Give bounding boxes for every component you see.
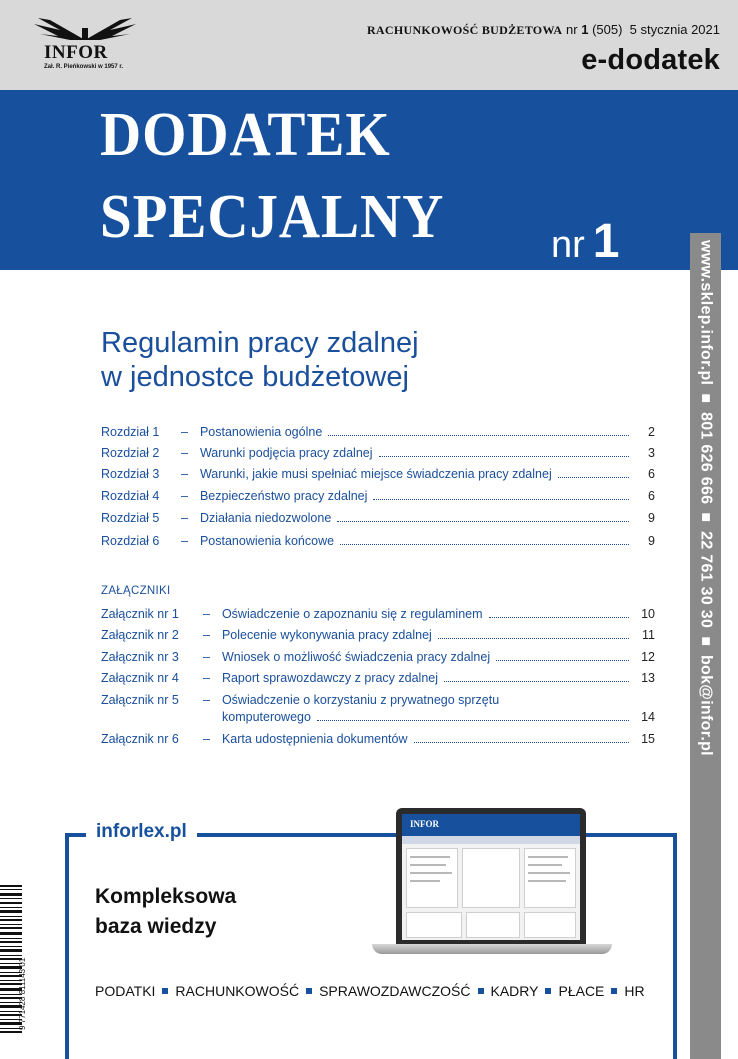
issue-number: 1 bbox=[581, 22, 589, 37]
laptop-screen-content bbox=[402, 814, 580, 940]
chapter-title: Warunki, jakie musi spełniać miejsce świadczenia pracy zdalnej bbox=[199, 467, 552, 481]
toc-row[interactable]: Rozdział 5 – Działania niedozwolone 9 bbox=[101, 511, 655, 525]
top-header bbox=[0, 0, 738, 90]
banner-title-line2: SPECJALNY bbox=[100, 183, 445, 251]
screen-header bbox=[402, 814, 580, 836]
toc-row[interactable]: Załącznik nr 4 – Raport sprawozdawczy z pracy zdalnej 13 bbox=[101, 671, 655, 685]
toc-row[interactable]: Załącznik nr 3 – Wniosek o możliwość świadczenia pracy zdalnej 12 bbox=[101, 650, 655, 664]
logo-founded: Zał. R. Pieńkowski w 1957 r. bbox=[44, 64, 124, 70]
screen-logo: INFOR bbox=[410, 819, 439, 829]
chapter-label: Rozdział 6 bbox=[101, 534, 160, 548]
bullet-square-icon bbox=[162, 988, 168, 994]
attachments-heading: ZAŁĄCZNIKI bbox=[101, 585, 171, 597]
attachment-label: Załącznik nr 3 bbox=[101, 650, 179, 664]
chapter-page: 6 bbox=[648, 467, 655, 481]
dot-leader bbox=[328, 426, 629, 436]
attachment-page: 13 bbox=[641, 671, 655, 685]
issue-nr-prefix: nr bbox=[566, 22, 578, 37]
dot-leader bbox=[337, 512, 629, 522]
chapter-title: Warunki podjęcia pracy zdalnej bbox=[199, 446, 373, 460]
toc-row[interactable]: Rozdział 1 – Postanowienia ogólne 2 bbox=[101, 425, 655, 439]
edition-label: e-dodatek bbox=[581, 44, 720, 76]
screen-block bbox=[524, 912, 576, 938]
attachment-label: Załącznik nr 1 bbox=[101, 607, 179, 621]
bullet-square-icon bbox=[478, 988, 484, 994]
issue-date: 5 stycznia 2021 bbox=[629, 22, 720, 37]
screen-line bbox=[528, 856, 568, 858]
banner-title-line1: DODATEK bbox=[100, 101, 391, 169]
issue-info bbox=[367, 22, 720, 38]
screen-line bbox=[410, 880, 440, 882]
screen-block bbox=[466, 912, 520, 938]
attachment-title-cont: komputerowego bbox=[222, 710, 311, 724]
bullet-square-icon bbox=[611, 988, 617, 994]
attachment-page: 11 bbox=[642, 628, 655, 642]
screen-block bbox=[462, 848, 520, 908]
toc-row[interactable]: Rozdział 4 – Bezpieczeństwo pracy zdalnej 6 bbox=[101, 489, 655, 503]
dot-leader bbox=[414, 733, 630, 743]
dot-leader bbox=[379, 447, 630, 457]
dot-leader bbox=[444, 672, 629, 682]
promo-headline-line2: baza wiedzy bbox=[95, 915, 217, 938]
chapter-label: Rozdział 4 bbox=[101, 489, 160, 503]
banner-nr-prefix: nr bbox=[551, 224, 585, 266]
chapter-page: 9 bbox=[648, 511, 655, 525]
laptop-base bbox=[372, 944, 612, 954]
chapter-title: Postanowienia ogólne bbox=[199, 425, 323, 439]
promo-site-link[interactable]: inforlex.pl bbox=[86, 821, 197, 843]
document-title-line1: Regulamin pracy zdalnej bbox=[101, 327, 419, 359]
toc-row[interactable]: Załącznik nr 1 – Oświadczenie o zapoznaniu się z regulaminem 10 bbox=[101, 607, 655, 621]
attachment-title: Polecenie wykonywania pracy zdalnej bbox=[221, 628, 432, 642]
dot-leader bbox=[438, 629, 629, 639]
attachment-label: Załącznik nr 5 bbox=[101, 693, 179, 707]
chapter-page: 9 bbox=[648, 534, 655, 548]
screen-block bbox=[406, 912, 462, 938]
screen-line bbox=[410, 864, 446, 866]
bullet-square-icon bbox=[306, 988, 312, 994]
promo-categories bbox=[95, 983, 652, 999]
attachment-page: 15 bbox=[641, 732, 655, 746]
category-item: KADRY bbox=[490, 983, 539, 999]
attachment-title: Oświadczenie o korzystaniu z prywatnego sprzętu bbox=[221, 693, 500, 707]
screen-line bbox=[528, 864, 562, 866]
chapter-title: Postanowienia końcowe bbox=[199, 534, 335, 548]
infor-logo bbox=[30, 14, 160, 74]
attachment-page: 12 bbox=[641, 650, 655, 664]
chapter-page: 6 bbox=[648, 489, 655, 503]
bullet-square-icon bbox=[545, 988, 551, 994]
dot-leader bbox=[558, 468, 629, 478]
toc-row[interactable]: Załącznik nr 5 – Oświadczenie o korzystaniu z prywatnego sprzętu bbox=[101, 693, 500, 707]
title-banner bbox=[0, 90, 738, 270]
screen-nav bbox=[402, 836, 580, 844]
toc-row[interactable]: Rozdział 2 – Warunki podjęcia pracy zdalnej 3 bbox=[101, 446, 655, 460]
side-contact-info: www.sklep.infor.pl ■ 801 626 666 ■ 22 761 30 30 ■ bok@infor.pl bbox=[697, 240, 715, 756]
chapter-label: Rozdział 3 bbox=[101, 467, 160, 481]
screen-line bbox=[410, 856, 450, 858]
document-title-line2: w jednostce budżetowej bbox=[101, 361, 409, 393]
document-title bbox=[101, 326, 419, 394]
chapter-title: Działania niedozwolone bbox=[199, 511, 332, 525]
chapter-page: 3 bbox=[648, 446, 655, 460]
banner-issue-number bbox=[551, 214, 620, 269]
toc-row[interactable]: Rozdział 6 – Postanowienia końcowe 9 bbox=[101, 534, 655, 548]
toc-row-continuation[interactable] bbox=[101, 710, 655, 728]
barcode-number: 9 771428 811143 01 bbox=[18, 957, 27, 1030]
category-item: HR bbox=[624, 983, 645, 999]
logo-brand: INFOR bbox=[44, 42, 108, 63]
dot-leader bbox=[317, 711, 629, 721]
chapter-label: Rozdział 1 bbox=[101, 425, 160, 439]
dot-leader bbox=[496, 651, 629, 661]
dot-leader bbox=[489, 608, 629, 618]
attachment-label: Załącznik nr 4 bbox=[101, 671, 179, 685]
chapter-label: Rozdział 2 bbox=[101, 446, 160, 460]
dot-leader bbox=[373, 490, 629, 500]
attachment-label: Załącznik nr 6 bbox=[101, 732, 179, 746]
screen-line bbox=[410, 872, 452, 874]
toc-row[interactable]: Załącznik nr 2 – Polecenie wykonywania pracy zdalnej 11 bbox=[101, 628, 655, 642]
toc-row[interactable]: Rozdział 3 – Warunki, jakie musi spełniać miejsce świadczenia pracy zdalnej 6 bbox=[101, 467, 655, 481]
category-item: PŁACE bbox=[558, 983, 605, 999]
banner-nr-value: 1 bbox=[592, 215, 620, 268]
wings-icon bbox=[30, 14, 140, 42]
toc-row[interactable]: Załącznik nr 6 – Karta udostępnienia dokumentów 15 bbox=[101, 732, 655, 746]
chapter-page: 2 bbox=[648, 425, 655, 439]
attachment-title: Wniosek o możliwość świadczenia pracy zdalnej bbox=[221, 650, 491, 664]
promo-headline-line1: Kompleksowa bbox=[95, 885, 237, 908]
issue-total: (505) bbox=[592, 22, 623, 37]
chapter-label: Rozdział 5 bbox=[101, 511, 160, 525]
chapter-title: Bezpieczeństwo pracy zdalnej bbox=[199, 489, 368, 503]
attachment-page: 10 bbox=[641, 607, 655, 621]
attachment-title: Oświadczenie o zapoznaniu się z regulaminem bbox=[221, 607, 483, 621]
publication-name: RACHUNKOWOŚĆ BUDŻETOWA bbox=[366, 23, 563, 37]
category-item: PODATKI bbox=[95, 983, 156, 999]
dot-leader bbox=[340, 535, 629, 545]
attachment-title: Karta udostępnienia dokumentów bbox=[221, 732, 408, 746]
attachment-page: 14 bbox=[641, 710, 655, 724]
screen-line bbox=[528, 880, 566, 882]
laptop-illustration bbox=[372, 808, 612, 958]
category-item: RACHUNKOWOŚĆ bbox=[175, 983, 300, 999]
category-item: SPRAWOZDAWCZOŚĆ bbox=[319, 983, 471, 999]
promo-headline bbox=[95, 882, 236, 942]
attachment-title: Raport sprawozdawczy z pracy zdalnej bbox=[221, 671, 439, 685]
attachment-label: Załącznik nr 2 bbox=[101, 628, 179, 642]
screen-line bbox=[528, 872, 570, 874]
